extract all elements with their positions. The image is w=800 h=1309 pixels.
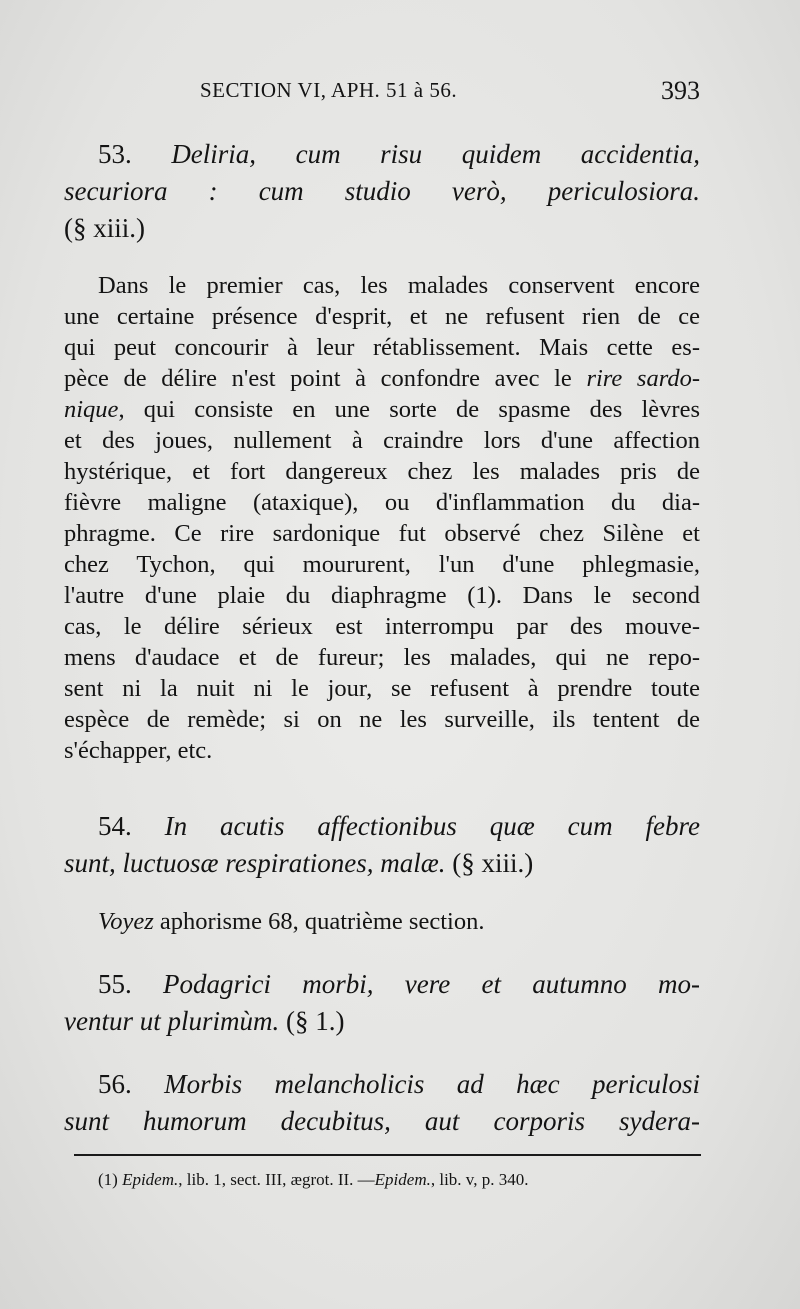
aphorism-56	[64, 1066, 700, 1140]
footnote: (1) Epidem., lib. 1, sect. III, ægrot. II. —Epidem., lib. v, p. 340.	[98, 1170, 529, 1189]
aph56-line2: sunt humorum decubitus, aut corporis sydera-	[64, 1106, 700, 1136]
para-line: fièvre maligne (ataxique), ou d'inflammation du dia-	[64, 489, 700, 516]
para-line: et des joues, nullement à craindre lors d'une affection	[64, 427, 700, 454]
para-line: espèce de remède; si on ne les surveille, ils tentent de	[64, 706, 700, 733]
para-line: qui peut concourir à leur rétablissement. Mais cette es-	[64, 334, 700, 361]
running-header	[200, 74, 700, 110]
footnote-rule	[74, 1154, 701, 1156]
header-range: 51 à 56.	[386, 78, 458, 102]
para-line: s'échapper, etc.	[64, 737, 213, 764]
para-line: phragme. Ce rire sardonique fut observé chez Silène et	[64, 520, 700, 547]
header-section: SECTION VI, APH.	[200, 78, 381, 102]
para-line: mens d'audace et de fureur; les malades, qui ne repo-	[64, 644, 700, 671]
para-line: hystérique, et fort dangereux chez les malades pris de	[64, 458, 700, 485]
aph55-line1: 55. Podagrici morbi, vere et autumno mo-	[98, 969, 700, 999]
para-line: pèce de délire n'est point à confondre avec le rire sardo-	[64, 365, 700, 392]
aph55-line2: ventur ut plurimùm. (§ 1.)	[64, 1006, 345, 1036]
aphorism-55	[64, 966, 700, 1040]
para-line: sent ni la nuit ni le jour, se refusent à prendre toute	[64, 675, 700, 702]
page-number: 393	[661, 76, 700, 105]
aph53-ref: (§ xiii.)	[64, 213, 145, 243]
aph56-line1: 56. Morbis melancholicis ad hæc periculosi	[98, 1069, 700, 1099]
commentary-54	[64, 906, 700, 937]
para-line: Voyez aphorisme 68, quatrième section.	[98, 908, 485, 935]
para-line: Dans le premier cas, les malades conservent encore	[98, 272, 700, 299]
para-line: une certaine présence d'esprit, et ne refusent rien de ce	[64, 303, 700, 330]
aph53-line2: securiora : cum studio verò, periculosiora.	[64, 176, 700, 206]
header-title	[200, 78, 457, 103]
aphorism-53	[64, 136, 700, 247]
aph53-line1: 53. Deliria, cum risu quidem accidentia,	[98, 139, 700, 169]
aphorism-54	[64, 808, 700, 882]
aph54-line2: sunt, luctuosæ respirationes, malæ. (§ xiii.)	[64, 848, 534, 878]
aph54-line1: 54. In acutis affectionibus quæ cum febre	[98, 811, 701, 841]
para-line: nique, qui consiste en une sorte de spasme des lèvres	[64, 396, 700, 423]
commentary-53	[64, 270, 700, 766]
para-line: cas, le délire sérieux est interrompu par des mouve-	[64, 613, 700, 640]
para-line: l'autre d'une plaie du diaphragme (1). Dans le second	[64, 582, 700, 609]
para-line: chez Tychon, qui moururent, l'un d'une phlegmasie,	[64, 551, 700, 578]
